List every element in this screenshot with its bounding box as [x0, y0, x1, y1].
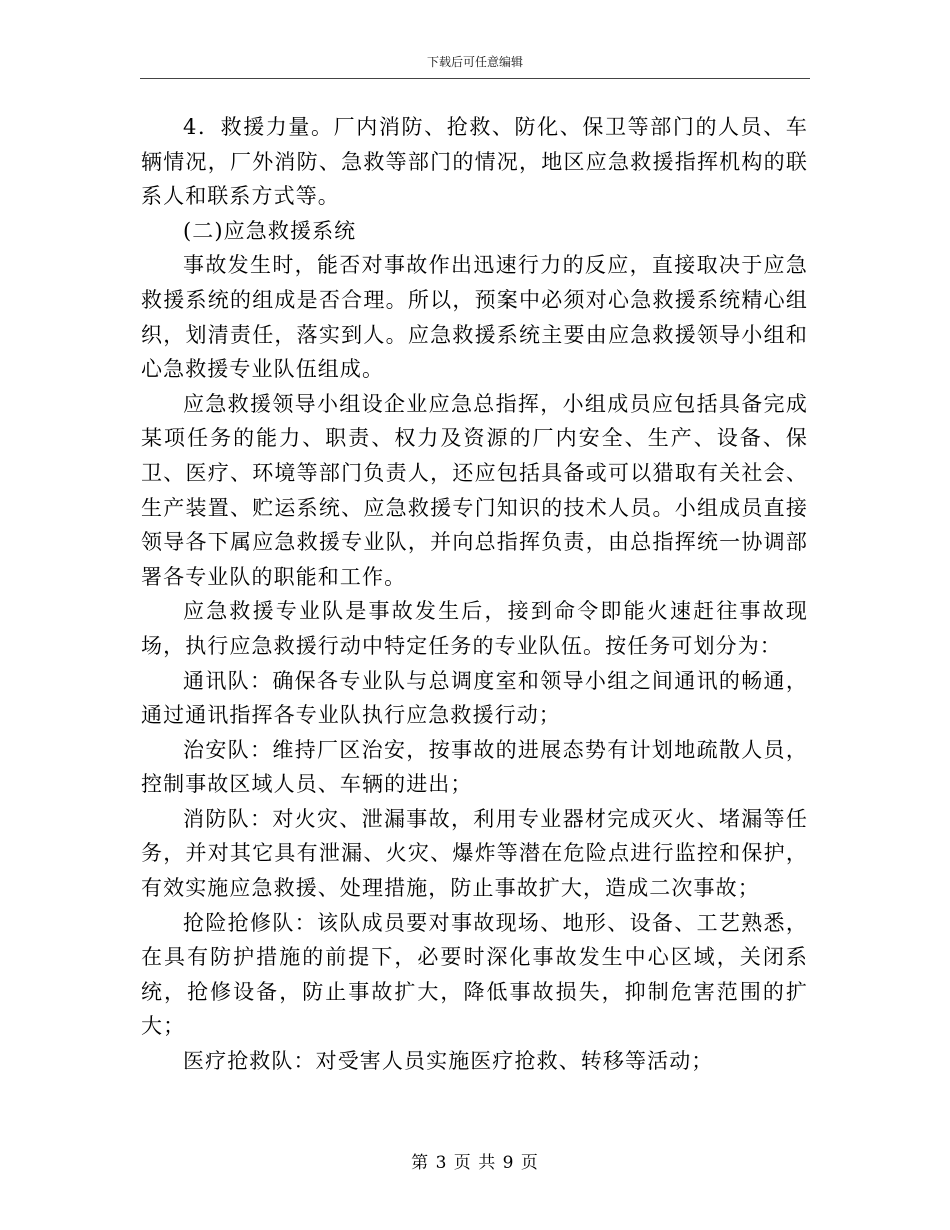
paragraph-professional-teams: 应急救援专业队是事故发生后，接到命令即能火速赶往事故现场，执行应急救援行动中特定任务的专业队伍。按任务可划分为： — [141, 599, 808, 658]
paragraph-repair-team: 抢险抢修队：该队成员要对事故现场、地形、设备、工艺熟悉，在具有防护措施的前提下，必要时深化事故发生中心区域，关闭系统，抢修设备，防止事故扩大，降低事故损失，抑制危害范围的扩大； — [141, 910, 808, 1039]
paragraph-rescue-forces: 4．救援力量。厂内消防、抢救、防化、保卫等部门的人员、车辆情况，厂外消防、急救等部门的情况，地区应急救援指挥机构的联系人和联系方式等。 — [141, 115, 808, 209]
section-heading-emergency-system: (二)应急救援系统 — [183, 218, 357, 243]
paragraph-fire-team: 消防队：对火灾、泄漏事故，利用专业器材完成灭火、堵漏等任务，并对其它具有泄漏、火灾、爆炸等潜在危险点进行监控和保护，有效实施应急救援、处理措施，防止事故扩大，造成二次事故； — [141, 806, 808, 901]
paragraph-communication-team: 通讯队：确保各专业队与总调度室和领导小组之间通讯的畅通，通过通讯指挥各专业队执行应急救援行动； — [141, 668, 808, 728]
paragraph-security-team: 治安队：维持厂区治安，按事故的进展态势有计划地疏散人员，控制事故区域人员、车辆的进出； — [141, 737, 808, 797]
document-body — [141, 110, 808, 1079]
paragraph-medical-team: 医疗抢救队：对受害人员实施医疗抢救、转移等活动； — [183, 1049, 714, 1074]
page-footer: 第 3 页 共 9 页 — [411, 1153, 539, 1173]
paragraph-leadership-group: 应急救援领导小组设企业应急总指挥，小组成员应包括具备完成某项任务的能力、职责、权力及资源的厂内安全、生产、设备、保卫、医疗、环境等部门负责人，还应包括具备或可以猎取有关社会、生产装置、贮运系统、应急救援专门知识的技术人员。小组成员直接领导各下属应急救援专业队，并向总指挥负责，由总指挥统一协调部署各专业队的职能和工作。 — [141, 391, 808, 589]
page-header: 下载后可任意编辑 — [426, 55, 523, 69]
header-divider — [140, 78, 810, 79]
paragraph-system-composition: 事故发生时，能否对事故作出迅速行力的反应，直接取决于应急救援系统的组成是否合理。所以，预案中必须对心急救援系统精心组织，划清责任，落实到人。应急救援系统主要由应急救援领导小组和心急救援专业队伍组成。 — [141, 253, 808, 382]
